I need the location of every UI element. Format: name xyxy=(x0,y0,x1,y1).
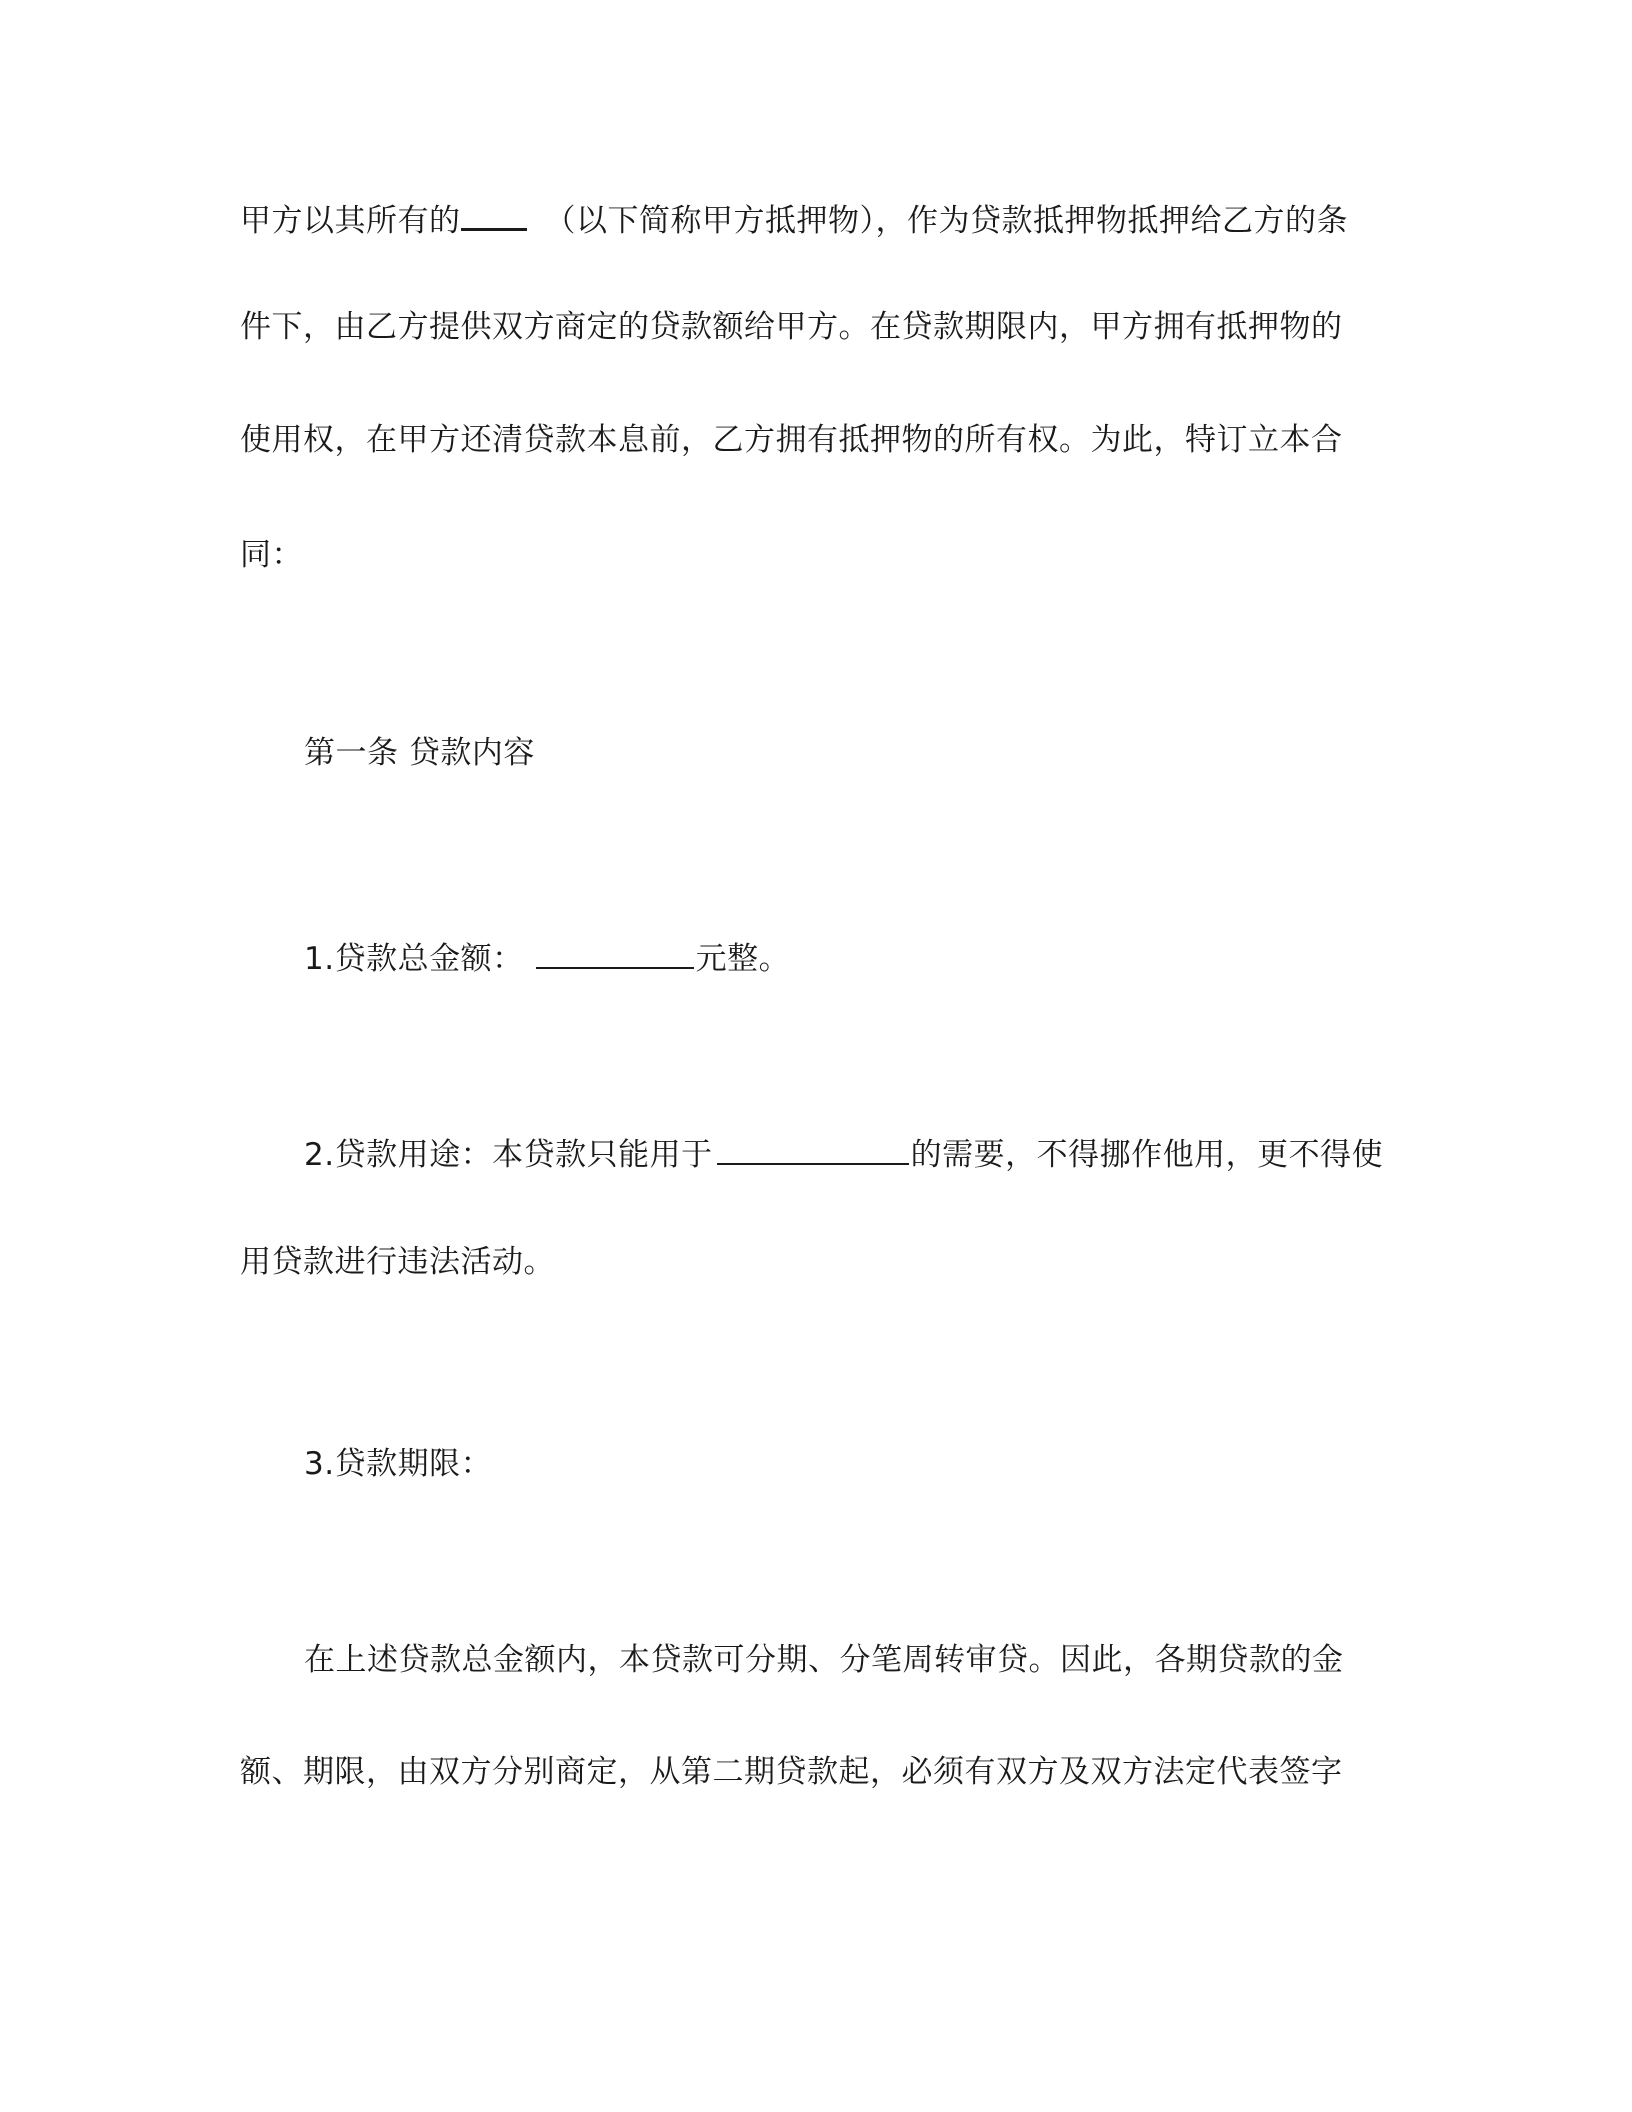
preamble-line-1 xyxy=(240,196,1348,241)
installment-paragraph-line-2: 额、期限，由双方分别商定，从第二期贷款起，必须有双方及双方法定代表签字 xyxy=(240,1754,1343,1790)
loan-amount-label: 1.贷款总金额： xyxy=(304,941,524,977)
loan-amount-item xyxy=(304,935,790,979)
installment-paragraph-line-1: 在上述贷款总金额内，本贷款可分期、分笔周转审贷。因此，各期贷款的金 xyxy=(304,1642,1344,1678)
preamble-line-3: 使用权，在甲方还清贷款本息前，乙方拥有抵押物的所有权。为此，特订立本合 xyxy=(240,422,1343,458)
preamble-line-2: 件下，由乙方提供双方商定的贷款额给甲方。在贷款期限内，甲方拥有抵押物的 xyxy=(240,309,1343,345)
preamble-line-4: 同： xyxy=(240,537,303,573)
loan-purpose-continued: 用贷款进行违法活动。 xyxy=(240,1244,555,1280)
article-1-heading: 第一条 贷款内容 xyxy=(304,735,535,771)
loan-amount-blank xyxy=(536,935,694,969)
loan-amount-unit: 元整。 xyxy=(695,941,791,977)
loan-purpose-label: 2.贷款用途：本贷款只能用于 xyxy=(304,1137,713,1173)
loan-purpose-text: 的需要，不得挪作他用，更不得使 xyxy=(910,1137,1384,1173)
preamble-line-1-end: （以下简称甲方抵押物），作为贷款抵押物抵押给乙方的条 xyxy=(544,203,1348,239)
collateral-blank xyxy=(461,196,527,231)
preamble-line-1-start: 甲方以其所有的 xyxy=(240,203,461,239)
loan-term-item: 3.贷款期限： xyxy=(304,1446,493,1482)
loan-purpose-blank xyxy=(717,1131,909,1165)
loan-purpose-item xyxy=(304,1131,1383,1175)
